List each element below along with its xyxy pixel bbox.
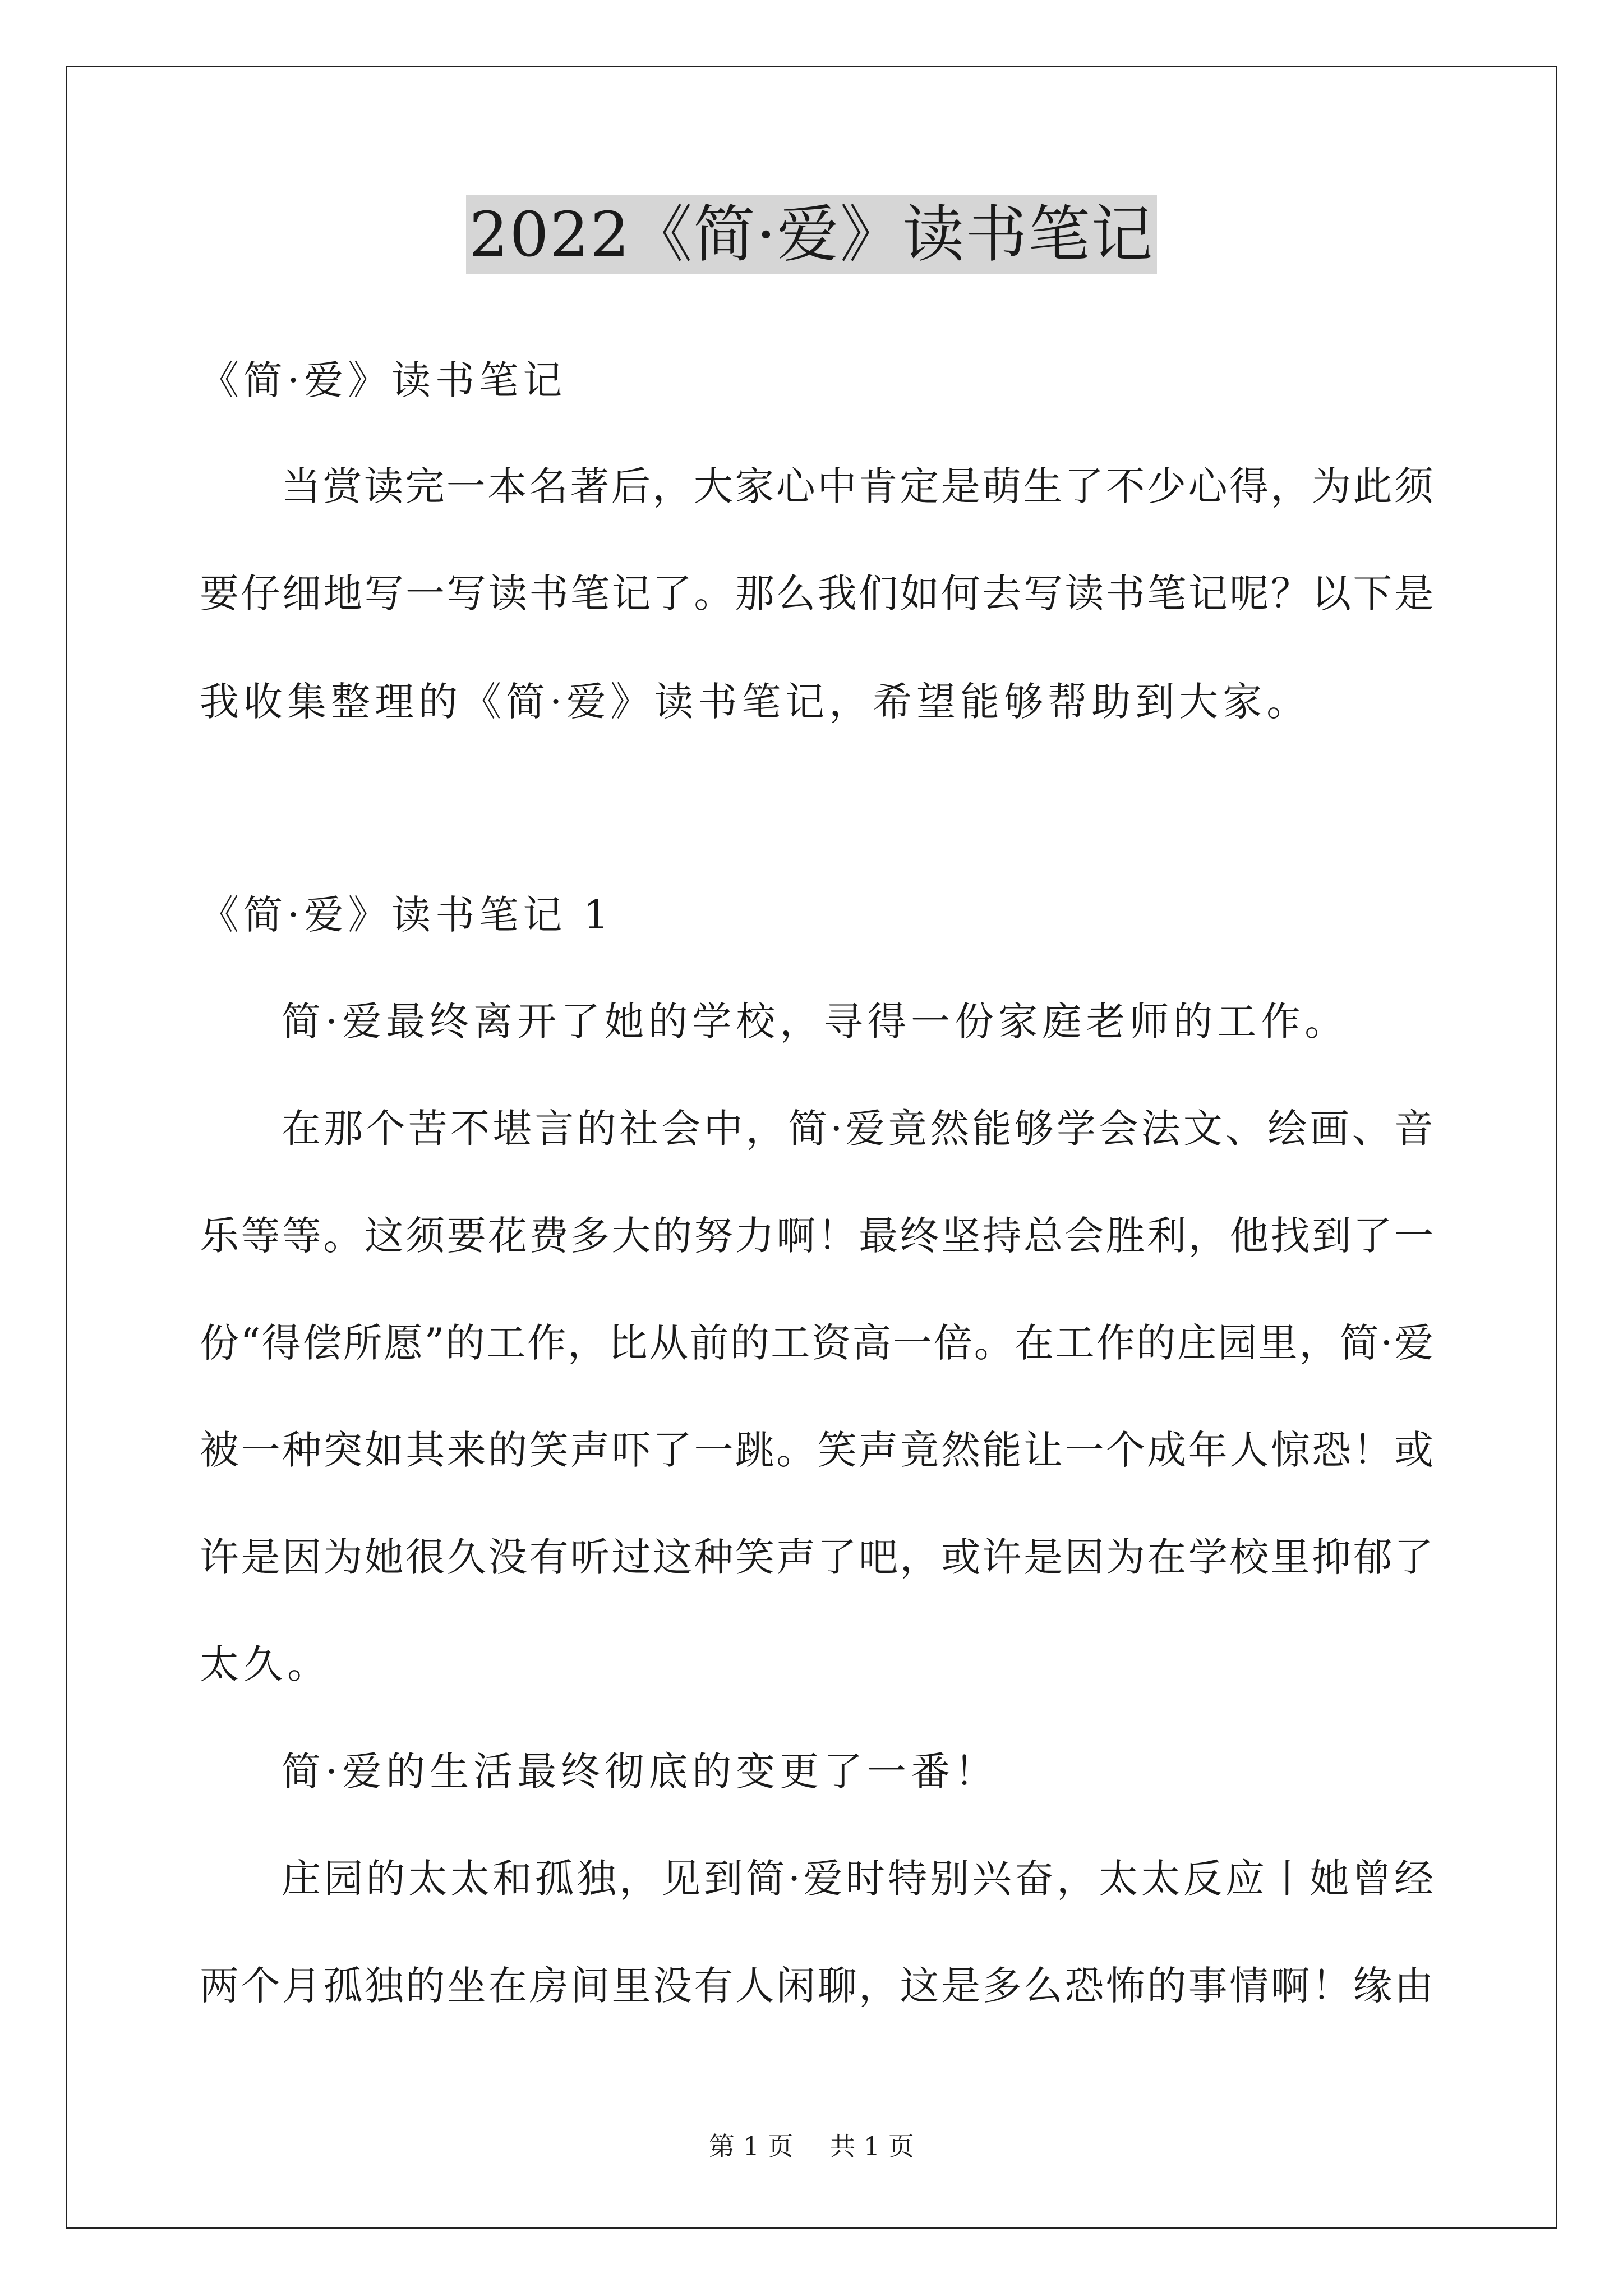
- page-number-current: 第 1 页: [709, 2131, 794, 2161]
- body-paragraph-line: 两个月孤独的坐在房间里没有人闲聊，这是多么恐怖的事情啊！缘由: [200, 1963, 1433, 2009]
- body-paragraph-line: 在那个苦不堪言的社会中，简·爱竟然能够学会法文、绘画、音: [282, 1106, 1433, 1152]
- intro-line-1: 当赏读完一本名著后，大家心中肯定是萌生了不少心得，为此须: [282, 463, 1433, 509]
- title-container: [0, 195, 1623, 274]
- intro-line-2: 要仔细地写一写读书笔记了。那么我们如何去写读书笔记呢？以下是: [200, 570, 1433, 616]
- body-paragraph-line: 庄园的太太和孤独，见到简·爱时特别兴奋，太太反应丨她曾经: [282, 1856, 1433, 1902]
- subtitle: 《简·爱》读书笔记: [200, 357, 567, 403]
- page-number-total: 共 1 页: [829, 2131, 914, 2161]
- body-paragraph-line: 许是因为她很久没有听过这种笑声了吧，或许是因为在学校里抑郁了: [200, 1534, 1433, 1580]
- body-paragraph-line: 份“得偿所愿”的工作，比从前的工资高一倍。在工作的庄园里，简·爱: [200, 1320, 1433, 1366]
- section-heading: 《简·爱》读书笔记 1: [200, 892, 614, 938]
- body-paragraph-line: 被一种突如其来的笑声吓了一跳。笑声竟然能让一个成年人惊恐！或: [200, 1427, 1433, 1473]
- intro-line-3: 我收集整理的《简·爱》读书笔记，希望能够帮助到大家。: [200, 679, 1311, 725]
- body-paragraph-line: 太久。: [200, 1641, 331, 1687]
- body-paragraph-line: 简·爱的生活最终彻底的变更了一番！: [282, 1749, 999, 1795]
- body-paragraph-line: 乐等等。这须要花费多大的努力啊！最终坚持总会胜利，他找到了一: [200, 1213, 1433, 1259]
- page-footer: [0, 2129, 1623, 2163]
- document-title: 2022《简·爱》读书笔记: [466, 195, 1158, 274]
- body-paragraph-line: 简·爱最终离开了她的学校，寻得一份家庭老师的工作。: [282, 999, 1349, 1045]
